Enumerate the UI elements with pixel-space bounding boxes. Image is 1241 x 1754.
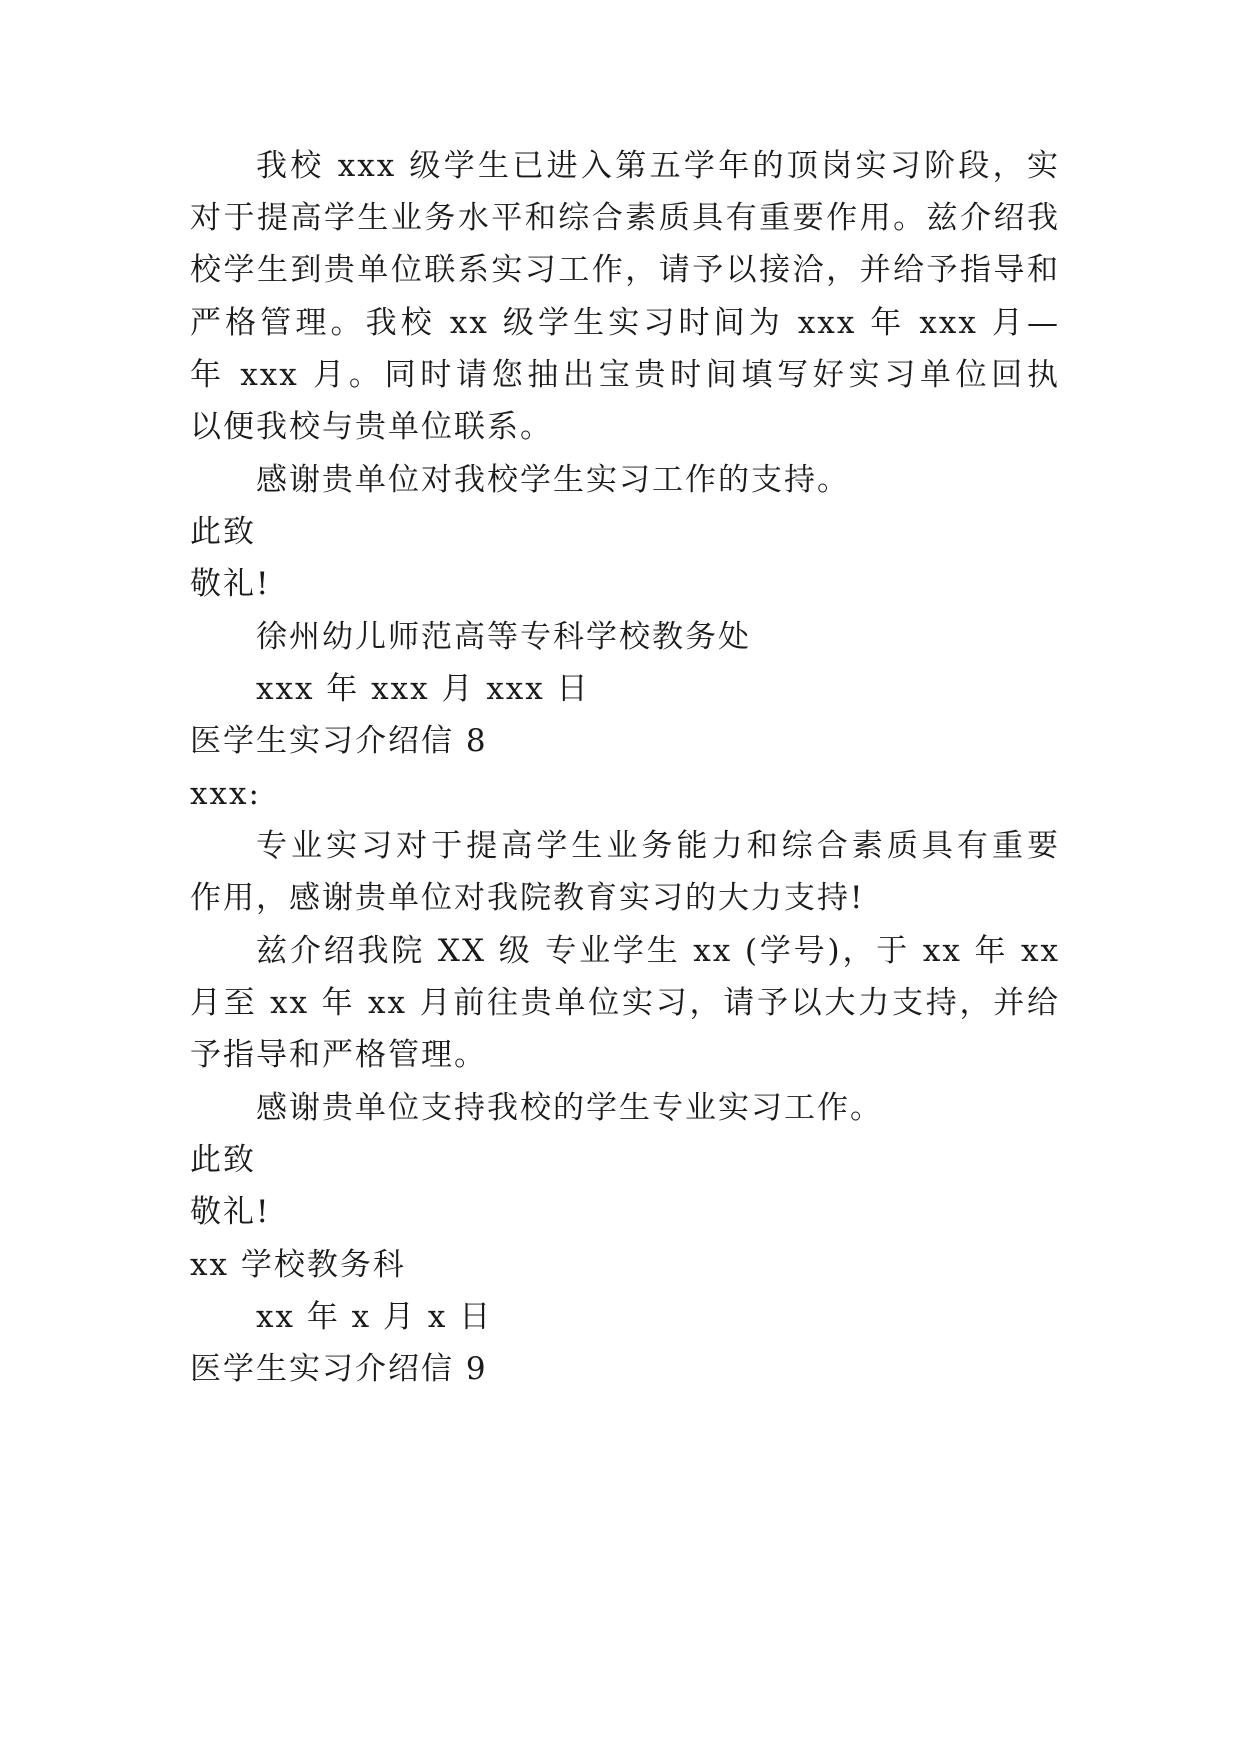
letter3-heading: 医学生实习介绍信 9: [190, 1351, 488, 1387]
letter1-closing-line2: 敬礼!: [190, 566, 271, 602]
letter2-date: xx 年 x 月 x 日: [256, 1299, 493, 1335]
letter2-paragraph2-line1: 兹介绍我院 XX 级 专业学生 xx (学号)，于 xx 年 xx: [256, 933, 1060, 969]
letter1-closing-line1: 此致: [190, 514, 256, 550]
letter1-paragraph1-line6: 以便我校与贵单位联系。: [190, 409, 553, 445]
letter1-date: xxx 年 xxx 月 xxx 日: [256, 671, 590, 707]
letter2-paragraph2-line2: 月至 xx 年 xx 月前往贵单位实习，请予以大力支持，并给: [190, 985, 1060, 1021]
letter1-paragraph2: 感谢贵单位对我校学生实习工作的支持。: [256, 462, 850, 498]
letter1-paragraph1-line4: 严格管理。我校 xx 级学生实习时间为 xxx 年 xxx 月—: [190, 305, 1060, 341]
letter2-paragraph1-line2: 作用，感谢贵单位对我院教育实习的大力支持!: [190, 880, 865, 916]
letter1-paragraph1-line1: 我校 xxx 级学生已进入第五学年的顶岗实习阶段，实: [256, 148, 1060, 184]
letter2-signature: xx 学校教务科: [190, 1247, 406, 1283]
letter1-paragraph1-line3: 校学生到贵单位联系实习工作，请予以接洽，并给予指导和: [190, 252, 1060, 288]
letter2-heading: 医学生实习介绍信 8: [190, 723, 488, 759]
letter2-paragraph2-line3: 予指导和严格管理。: [190, 1037, 487, 1073]
letter2-closing-line2: 敬礼!: [190, 1194, 271, 1230]
letter2-paragraph1-line1: 专业实习对于提高学生业务能力和综合素质具有重要: [256, 828, 1060, 864]
letter1-signature: 徐州幼儿师范高等专科学校教务处: [256, 619, 751, 655]
letter1-paragraph1-line5: 年 xxx 月。同时请您抽出宝贵时间填写好实习单位回执: [190, 357, 1060, 393]
letter2-paragraph3: 感谢贵单位支持我校的学生专业实习工作。: [256, 1090, 883, 1126]
letter2-salutation: xxx:: [190, 776, 261, 812]
letter2-closing-line1: 此致: [190, 1142, 256, 1178]
letter1-paragraph1-line2: 对于提高学生业务水平和综合素质具有重要作用。兹介绍我: [190, 200, 1060, 236]
